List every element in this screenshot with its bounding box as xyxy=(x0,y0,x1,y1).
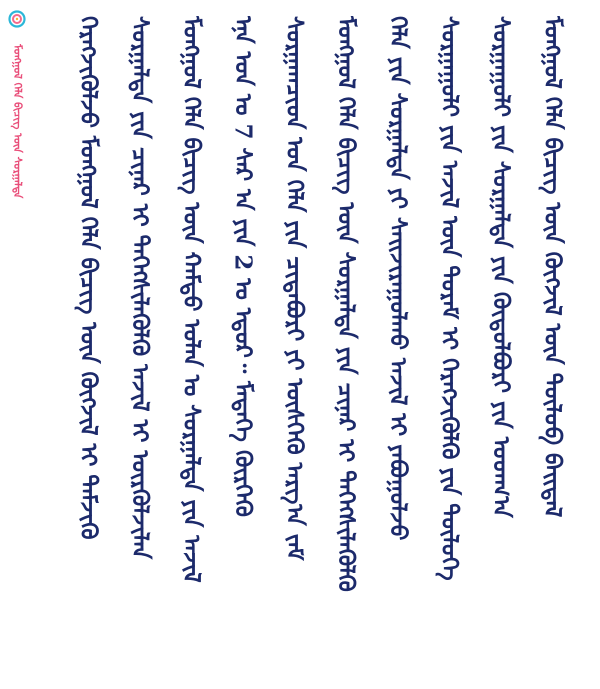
text-column: ᠰᠤᠷᠭᠠᠭᠤᠯᠢ ᠶᠢᠨ ᠠᠵᠢᠯ ᠦᠨ ᠳᠤᠷᠠᠮ ᠢ ᠬᠡᠷᠡᠭᠵᠢᠭᠦᠯᠬᠦ ᠶᠢᠨ ᠲᠥᠯᠥᠭᠡ xyxy=(435,16,463,581)
swirl-logo-icon xyxy=(8,10,26,28)
mongolian-text-body xyxy=(70,16,570,676)
text-column: ᠰᠤᠷᠭᠠᠯᠲᠠ ᠶᠢᠨ ᠴᠢᠨᠠᠷ ᠢ ᠳᠡᠭᠡᠭᠰᠢᠯᠡᠭᠦᠯᠬᠦ ᠠᠵᠢᠯ ᠢ ᠦᠷᠭᠦᠯᠵᠢᠯᠡᠨ xyxy=(126,16,154,560)
text-column: ᠬᠡᠯᠡ ᠶᠢᠨ ᠰᠤᠷᠭᠠᠯᠲᠠ ᠶᠢ ᠰᠠᠢᠵᠢᠷᠠᠭᠤᠯᠬᠤ ᠠᠵᠢᠯ ᠢ ᠶᠠᠪᠤᠭᠤᠯᠵᠤ xyxy=(384,16,412,541)
publisher-caption: ᠮᠣᠩᠭᠣᠯ ᠬᠡᠯᠡ ᠪᠢᠴᠢᠭ ᠦᠨ ᠰᠤᠷᠭᠠᠯᠲᠠ xyxy=(11,44,24,199)
text-column: ᠮᠣᠩᠭᠣᠯ ᠬᠡᠯᠡ ᠪᠢᠴᠢᠭ ᠦᠨ ᠰᠤᠷᠭᠠᠯᠲᠠ ᠶᠢᠨ ᠴᠢᠨᠠᠷ ᠢ ᠳᠡᠭᠡᠭᠰᠢᠯᠡᠭᠦᠯᠬᠦ xyxy=(332,16,360,592)
text-column: ᠰᠤᠷᠭᠠᠭᠴᠢᠳ ᠤᠨ ᠬᠡᠯᠡ ᠶᠢᠨ ᠴᠢᠳᠠᠪᠤᠷᠢ ᠶᠢ ᠥᠰᠬᠡᠬᠦ ᠠᠷᠭ᠎ᠠ ᠵᠠᠮ xyxy=(281,16,309,561)
text-column: ᠮᠣᠩᠭᠣᠯ ᠬᠡᠯᠡ ᠪᠢᠴᠢᠭ ᠦᠨ ᠬᠠᠮᠲᠤ ᠣᠯᠠᠨ ᠤ ᠰᠤᠷᠭᠠᠯᠲᠠ ᠶᠢᠨ ᠠᠵᠢᠯ xyxy=(178,16,206,583)
text-column: ᠰᠤᠷᠭᠠᠭᠤᠯᠢ ᠶᠢᠨ ᠰᠤᠷᠭᠠᠯᠲᠠ ᠶᠢᠨ ᠬᠥᠲᠥᠯᠪᠦᠷᠢ ᠶᠢᠨ ᠤᠳᠬ᠎ᠠ xyxy=(487,16,515,518)
text-column: ᠮᠣᠩᠭᠣᠯ ᠬᠡᠯᠡ ᠪᠢᠴᠢᠭ ᠦᠨ ᠬᠥᠭᠵᠢᠯ ᠦᠨ ᠲᠥᠯᠥᠪ ᠪᠠᠢᠳᠠᠯ xyxy=(538,16,566,518)
text-column: ᠬᠡᠷᠡᠭᠵᠢᠭᠦᠯᠵᠦ ᠮᠣᠩᠭᠣᠯ ᠬᠡᠯᠡ ᠪᠢᠴᠢᠭ ᠦᠨ ᠬᠥᠭᠵᠢᠯ ᠢ ᠳᠡᠮᠵᠢᠬᠦ xyxy=(75,16,102,540)
text-column: ᠡᠨᠡ ᠣᠨ ᠤ 7 ᠰᠠᠷ ᠠ ᠶᠢᠨ 2 ᠤ ᠡᠳᠦᠷ᠃ ᠮᠡᠳᠡᠭᠡ ᠬᠦᠷᠭᠡᠬᠦ xyxy=(229,16,257,517)
